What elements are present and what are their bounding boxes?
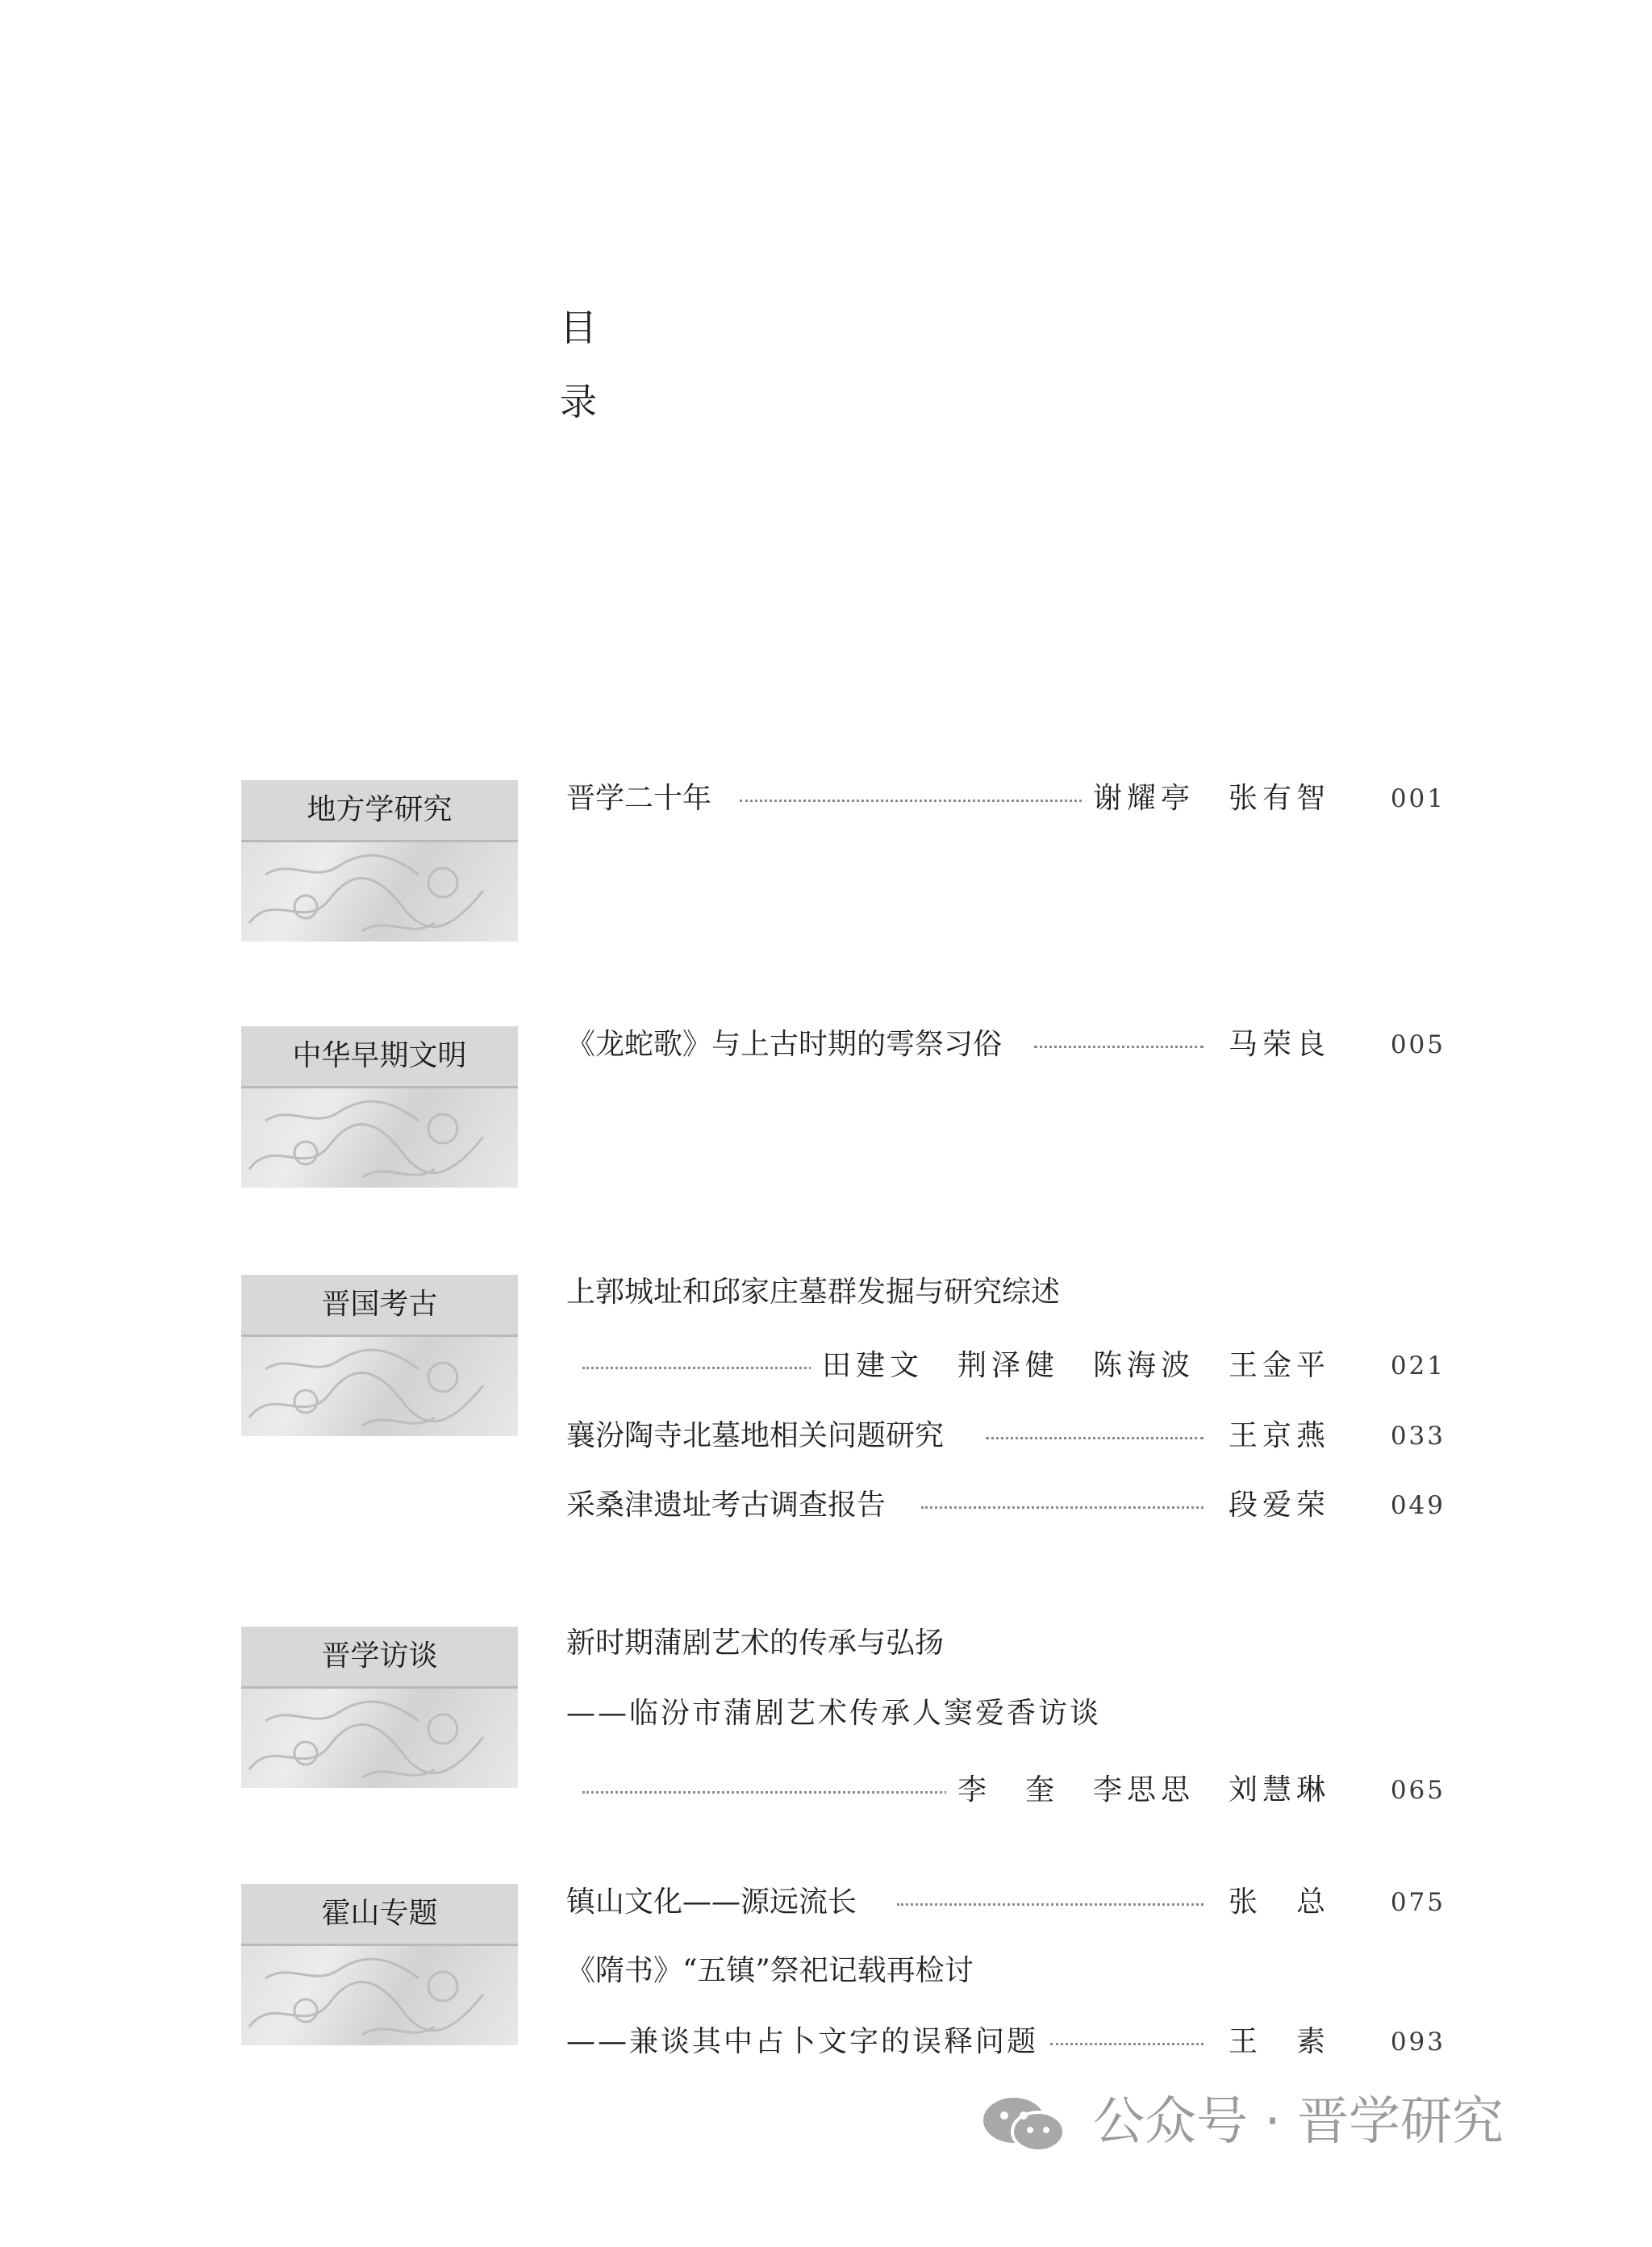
entry-title: 采桑津遗址考古调查报告 [566,1477,897,1534]
section-badge [241,1627,518,1788]
toc-entry-subtitle[interactable] [566,1685,1446,1742]
entry-title: 《龙蛇歌》与上古时期的雩祭习俗 [566,1017,1013,1073]
toc-entry[interactable] [566,1477,1446,1534]
entry-page: 001 [1390,784,1446,813]
entry-page: 005 [1390,1030,1446,1059]
section-badge [241,1275,518,1436]
toc-entry-continuation[interactable] [566,1762,1446,1819]
section-badge [241,1026,518,1188]
entry-page: 065 [1390,1776,1446,1805]
entry-title: 晋学二十年 [566,771,723,827]
cloud-pattern-icon [241,842,518,942]
entry-author: 谢耀亭 张有智 [1082,771,1330,827]
section-label: 霍山专题 [241,1884,518,1944]
dot-leader [986,1437,1204,1439]
cloud-pattern-icon [241,1946,518,2045]
cloud-pattern-icon [241,1088,518,1188]
toc-entry[interactable] [566,771,1446,827]
section-label: 晋国考古 [241,1275,518,1334]
entry-author: 王 素 [1217,2014,1330,2070]
page-title [560,290,608,439]
dot-leader [897,1903,1204,1906]
toc-entry[interactable] [566,1408,1446,1464]
entry-title: 《隋书》“五镇”祭祀记载再检讨 [566,1943,985,1999]
section-label: 中华早期文明 [241,1026,518,1086]
entry-page: 021 [1390,1351,1446,1380]
dot-leader [921,1506,1204,1509]
entry-author: 王京燕 [1217,1408,1330,1464]
entry-author: 张 总 [1217,1874,1330,1931]
entry-author: 段爱荣 [1217,1477,1330,1534]
entry-title: 镇山文化——源远流长 [566,1874,868,1931]
toc-entry[interactable] [566,1017,1446,1073]
dot-leader [1050,2043,1204,2045]
entry-page: 075 [1390,1888,1446,1917]
watermark-text: 公众号 · 晋学研究 [1093,2092,1504,2152]
section-label: 地方学研究 [241,780,518,840]
entry-subtitle: ——兼谈其中占卜文字的误释问题 [566,2014,1049,2070]
toc-entry[interactable] [566,1264,1446,1321]
section-label: 晋学访谈 [241,1627,518,1686]
toc-entry[interactable] [566,1943,1446,1999]
entry-page: 049 [1390,1491,1446,1520]
entry-author: 李 奎 李思思 刘慧琳 [946,1762,1330,1819]
entry-subtitle: ——临汾市蒲剧艺术传承人窦爱香访谈 [566,1685,1112,1742]
cloud-pattern-icon [241,1337,518,1436]
entry-title: 上郭城址和邱家庄墓群发掘与研究综述 [566,1264,1071,1321]
toc-entry-continuation[interactable] [566,1338,1446,1394]
toc-entry-subtitle[interactable] [566,2014,1446,2070]
dot-leader [1034,1046,1204,1048]
entry-page: 093 [1390,2028,1446,2057]
entry-title: 襄汾陶寺北墓地相关问题研究 [566,1408,955,1464]
wechat-icon [980,2096,1069,2153]
toc-entry[interactable] [566,1874,1446,1931]
entry-title: 新时期蒲剧艺术的传承与弘扬 [566,1615,955,1672]
page-title-char-2: 录 [560,380,597,424]
toc-entry[interactable] [566,1615,1446,1672]
section-badge [241,1884,518,2045]
entry-page: 033 [1390,1422,1446,1451]
entry-author: 田建文 荆泽健 陈海波 王金平 [811,1338,1330,1394]
section-badge [241,780,518,942]
cloud-pattern-icon [241,1689,518,1788]
entry-author: 马荣良 [1217,1017,1330,1073]
page-title-char-1: 目 [560,306,597,349]
